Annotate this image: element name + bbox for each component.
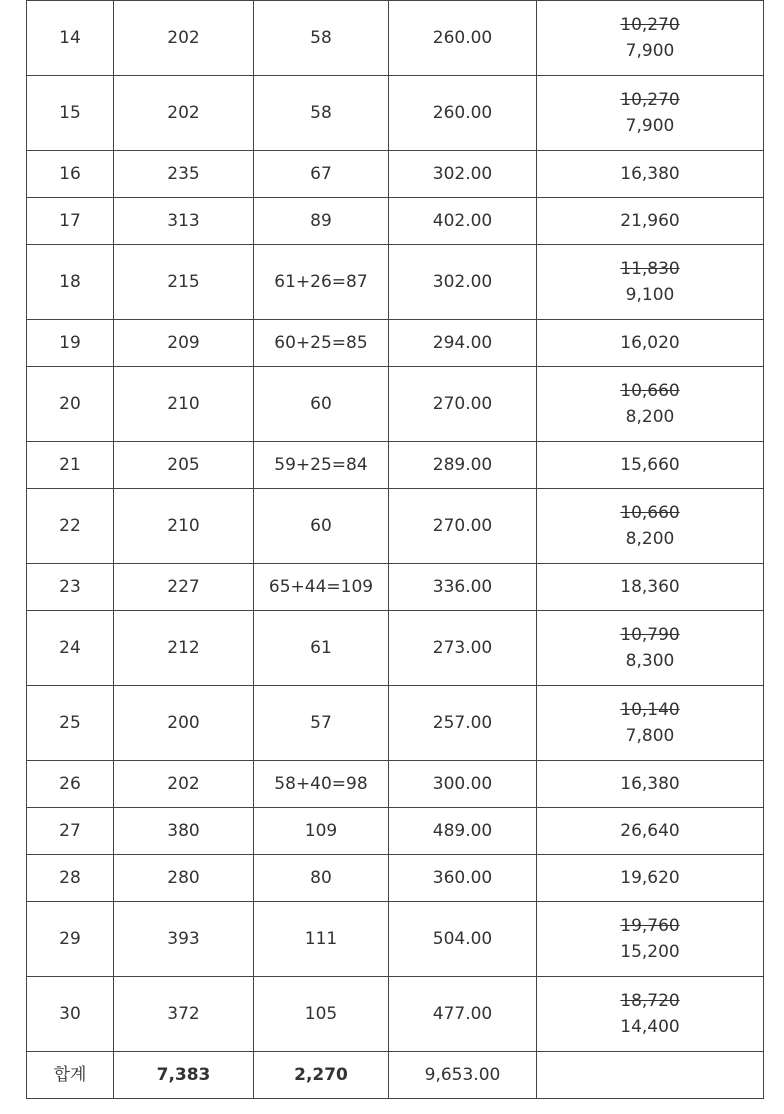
row-number: 29: [27, 902, 114, 977]
price-cell: [537, 1, 764, 76]
price-cell: [537, 808, 764, 855]
col-a-value: 380: [114, 808, 254, 855]
current-price: 8,200: [625, 529, 675, 549]
original-price: 10,270: [620, 90, 680, 110]
price-cell: [537, 76, 764, 151]
col-b-value: 61: [254, 611, 389, 686]
col-c-value: 302.00: [389, 151, 537, 198]
col-c-value: 504.00: [389, 902, 537, 977]
row-number: 27: [27, 808, 114, 855]
current-price: 9,100: [625, 285, 675, 305]
col-c-value: 270.00: [389, 367, 537, 442]
col-c-value: 260.00: [389, 76, 537, 151]
total-price: [537, 1052, 764, 1099]
original-price: 10,660: [620, 381, 680, 401]
col-a-value: 212: [114, 611, 254, 686]
col-c-value: 294.00: [389, 320, 537, 367]
col-b-value: 57: [254, 686, 389, 761]
col-b-value: 89: [254, 198, 389, 245]
table-row: [27, 761, 764, 808]
row-number: 17: [27, 198, 114, 245]
table-row: [27, 1, 764, 76]
table-row: [27, 855, 764, 902]
col-a-value: 313: [114, 198, 254, 245]
current-price: 8,200: [625, 407, 675, 427]
row-number: 26: [27, 761, 114, 808]
current-price: 15,200: [620, 942, 680, 962]
col-c-value: 302.00: [389, 245, 537, 320]
row-number: 30: [27, 977, 114, 1052]
current-price: 16,380: [620, 164, 680, 184]
price-cell: [537, 245, 764, 320]
col-c-value: 489.00: [389, 808, 537, 855]
table-row: [27, 977, 764, 1052]
original-price: 19,760: [620, 916, 680, 936]
table-row: [27, 151, 764, 198]
row-number: 24: [27, 611, 114, 686]
col-c-value: 270.00: [389, 489, 537, 564]
table-row: [27, 442, 764, 489]
row-number: 28: [27, 855, 114, 902]
col-b-value: 60: [254, 489, 389, 564]
row-number: 15: [27, 76, 114, 151]
col-a-value: 227: [114, 564, 254, 611]
col-b-value: 58+40=98: [254, 761, 389, 808]
current-price: 7,800: [625, 726, 675, 746]
current-price: 19,620: [620, 868, 680, 888]
current-price: 18,360: [620, 577, 680, 597]
current-price: 15,660: [620, 455, 680, 475]
price-cell: [537, 320, 764, 367]
col-c-value: 260.00: [389, 1, 537, 76]
current-price: 8,300: [625, 651, 675, 671]
row-number: 21: [27, 442, 114, 489]
table-row: [27, 489, 764, 564]
table-row: [27, 76, 764, 151]
total-col-b: 2,270: [254, 1052, 389, 1099]
original-price: 10,660: [620, 503, 680, 523]
table-row: [27, 245, 764, 320]
col-a-value: 235: [114, 151, 254, 198]
row-number: 16: [27, 151, 114, 198]
col-a-value: 393: [114, 902, 254, 977]
row-number: 20: [27, 367, 114, 442]
original-price: 10,140: [620, 700, 680, 720]
total-col-c: 9,653.00: [389, 1052, 537, 1099]
table-body: [27, 1, 764, 1052]
col-a-value: 280: [114, 855, 254, 902]
row-number: 18: [27, 245, 114, 320]
current-price: 7,900: [625, 41, 675, 61]
price-cell: [537, 855, 764, 902]
col-c-value: 257.00: [389, 686, 537, 761]
price-cell: [537, 198, 764, 245]
col-a-value: 210: [114, 367, 254, 442]
col-b-value: 58: [254, 1, 389, 76]
col-b-value: 105: [254, 977, 389, 1052]
col-b-value: 80: [254, 855, 389, 902]
col-a-value: 209: [114, 320, 254, 367]
price-cell: [537, 151, 764, 198]
table-row: [27, 611, 764, 686]
col-a-value: 202: [114, 761, 254, 808]
col-a-value: 372: [114, 977, 254, 1052]
col-c-value: 336.00: [389, 564, 537, 611]
data-table-container: [26, 0, 764, 1099]
price-cell: [537, 367, 764, 442]
table-row: [27, 198, 764, 245]
col-a-value: 210: [114, 489, 254, 564]
col-a-value: 215: [114, 245, 254, 320]
price-cell: [537, 977, 764, 1052]
col-b-value: 58: [254, 76, 389, 151]
table-row: [27, 686, 764, 761]
table-row: [27, 902, 764, 977]
price-cell: [537, 902, 764, 977]
original-price: 18,720: [620, 991, 680, 1011]
row-number: 22: [27, 489, 114, 564]
price-cell: [537, 442, 764, 489]
col-c-value: 402.00: [389, 198, 537, 245]
col-b-value: 65+44=109: [254, 564, 389, 611]
col-c-value: 289.00: [389, 442, 537, 489]
col-b-value: 111: [254, 902, 389, 977]
col-a-value: 202: [114, 76, 254, 151]
original-price: 11,830: [620, 259, 680, 279]
original-price: 10,270: [620, 15, 680, 35]
col-c-value: 300.00: [389, 761, 537, 808]
col-b-value: 60: [254, 367, 389, 442]
price-cell: [537, 489, 764, 564]
col-c-value: 273.00: [389, 611, 537, 686]
col-c-value: 477.00: [389, 977, 537, 1052]
current-price: 14,400: [620, 1017, 680, 1037]
total-row: [27, 1052, 764, 1099]
col-b-value: 61+26=87: [254, 245, 389, 320]
current-price: 16,380: [620, 774, 680, 794]
table-row: [27, 808, 764, 855]
col-a-value: 200: [114, 686, 254, 761]
price-cell: [537, 761, 764, 808]
col-b-value: 109: [254, 808, 389, 855]
table-row: [27, 564, 764, 611]
row-number: 19: [27, 320, 114, 367]
current-price: 26,640: [620, 821, 680, 841]
col-c-value: 360.00: [389, 855, 537, 902]
current-price: 21,960: [620, 211, 680, 231]
col-b-value: 59+25=84: [254, 442, 389, 489]
price-cell: [537, 564, 764, 611]
table-row: [27, 320, 764, 367]
data-table: [26, 0, 764, 1099]
price-cell: [537, 686, 764, 761]
row-number: 23: [27, 564, 114, 611]
original-price: 10,790: [620, 625, 680, 645]
row-number: 14: [27, 1, 114, 76]
price-cell: [537, 611, 764, 686]
col-a-value: 202: [114, 1, 254, 76]
table-row: [27, 367, 764, 442]
row-number: 25: [27, 686, 114, 761]
current-price: 16,020: [620, 333, 680, 353]
col-a-value: 205: [114, 442, 254, 489]
col-b-value: 60+25=85: [254, 320, 389, 367]
total-col-a: 7,383: [114, 1052, 254, 1099]
total-label: 합계: [27, 1052, 114, 1099]
current-price: 7,900: [625, 116, 675, 136]
col-b-value: 67: [254, 151, 389, 198]
